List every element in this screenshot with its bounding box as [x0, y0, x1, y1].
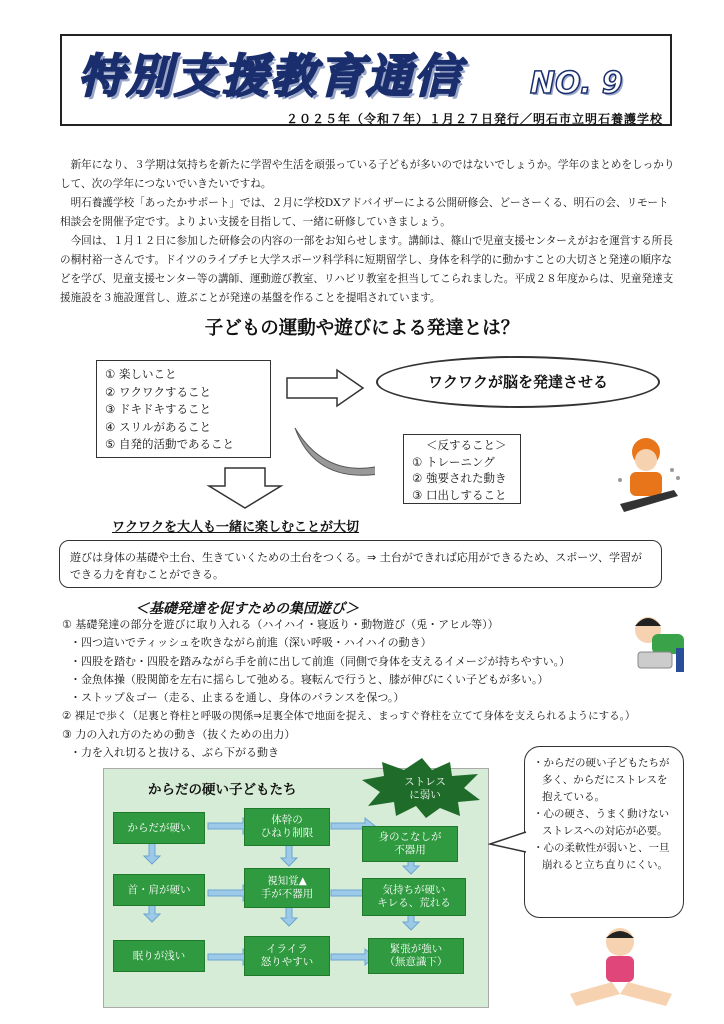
diagram-box: からだが硬い	[113, 812, 205, 844]
list-item: ④ スリルがあること	[105, 419, 211, 434]
bubble-point: ・心の硬さ、うまく動けないストレスへの対応が必要。	[533, 808, 670, 837]
down-arrow-icon	[205, 466, 285, 510]
diagram-box: 眠りが浅い	[113, 940, 205, 972]
bubble-point: ・からだの硬い子どもたちが多く、からだにストレスを抱えている。	[533, 757, 670, 803]
list-item: ③ 口出しすること	[412, 487, 507, 502]
fun-elements-list	[96, 360, 271, 458]
content-line: ・力を入れ切ると抜ける、ぶら下がる動き	[70, 746, 279, 760]
sledding-child-illustration	[612, 430, 687, 520]
intro-paragraph: 明石養護学校「あったかサポート」では、２月に学校DXアドバイザーによる公開研修会、どーさーくる、明石の会、リモート相談会を開催予定です。よりよい支援を目指して、一緒に研修していきましょう。	[60, 197, 669, 228]
crawling-child-illustration	[618, 604, 698, 688]
content-line: ・四つ這いでティッシュを吹きながら前進（深い呼吸・ハイハイの動き）	[70, 636, 432, 650]
stretching-child-illustration	[566, 924, 676, 1012]
bubble-tail-icon	[488, 830, 528, 854]
content-line: ・ストップ＆ゴー（走る、止まるを通し、身体のバランスを保つ。）	[70, 691, 405, 705]
intro-paragraph: 今回は、１月１２日に参加した研修会の内容の一部をお知らせします。講師は、篠山で児童支援センターえがおを運営する所長の桐村裕一さんです。ドイツのライプチヒ大学スポーツ科学科に短期留学し、身体を科学的に動かすことの大切さと発達の順序などを学び、児童支援センター等の講師、運動遊び教室、リハビリ教室を担当してこられました。平成２８年度からは、児童発達支援施設を３施設運営し、遊ぶことが発達の基盤を作ることを提唱されています。	[60, 235, 674, 304]
newsletter-title: 特別支援教育通信	[78, 49, 462, 103]
publication-date: ２０２５年（令和７年）１月２７日発行／明石市立明石養護学校	[286, 112, 664, 126]
group-play-content	[62, 616, 702, 762]
section2-heading: ＜基礎発達を促すための集団遊び＞	[135, 601, 359, 617]
content-line: ① 基礎発達の部分を遊びに取り入れる（ハイハイ・寝返り・動物遊び（兎・アヒル等））	[62, 618, 499, 631]
bubble-point: ・心の柔軟性が弱いと、一旦崩れると立ち直りにくい。	[533, 842, 670, 871]
diagram-box: 視知覚▲ 手が不器用	[244, 868, 330, 908]
opposite-title: ＜反すること＞	[426, 438, 507, 452]
oval-message: ワクワクが脳を発達させる	[376, 356, 660, 408]
list-item: ⑤ 自発的活動であること	[105, 437, 234, 451]
enjoy-together-heading: ワクワクを大人も一緒に楽しむことが大切	[112, 520, 360, 535]
list-item: ③ ドキドキすること	[105, 402, 211, 416]
list-item: ② 強要された動き	[412, 471, 507, 485]
content-line: ・四股を踏む・四股を踏みながら手を前に出して前進（同側で身体を支えるイメージが持ちやすい。）	[70, 654, 571, 668]
content-line: ③ 力の入れ方のための動き（抜くための出力）	[62, 727, 296, 741]
intro-paragraph: 新年になり、３学期は気持ちを新たに学習や生活を頑張っている子どもが多いのではないでしょうか。学年のまとめをしっかりして、次の学年につないでいきたいですね。	[60, 159, 675, 190]
curved-arrow-icon	[295, 428, 375, 482]
play-foundation-box: 遊びは身体の基礎や土台、生きていくための土台をつくる。⇒ 土台ができれば応用ができるため、スポーツ、学習ができる力を育むことができる。	[59, 540, 662, 588]
diagram-box: 身のこなしが 不器用	[362, 826, 458, 862]
diagram-box: 気持ちが硬い キレる、荒れる	[362, 878, 466, 916]
opposite-list	[403, 434, 521, 504]
diagram-box: 体幹の ひねり制限	[244, 808, 330, 846]
list-item: ② ワクワクすること	[105, 384, 211, 399]
speech-bubble	[524, 746, 684, 918]
content-line: ・金魚体操（股関節を左右に揺らして弛める。寝転んで行うと、膝が伸びにくい子どもが多い。）	[70, 672, 549, 686]
arrows-graphic	[285, 368, 375, 488]
list-item: ① トレーニング	[412, 454, 495, 469]
section1-heading: 子どもの運動や遊びによる発達とは？	[204, 318, 520, 339]
diagram-title: からだの硬い子どもたち	[148, 782, 297, 798]
intro-text	[60, 156, 675, 308]
right-arrow-icon	[287, 370, 363, 406]
diagram-box: 首・肩が硬い	[113, 874, 205, 906]
diagram-box: イライラ 怒りやすい	[244, 936, 330, 976]
content-line: ② 裸足で歩く（足裏と脊柱と呼吸の関係⇒足裏全体で地面を捉え、まっすぐ脊柱を立てて身体を支えられるようにする。）	[62, 710, 636, 723]
issue-number: NO. 9	[530, 66, 623, 101]
stress-label: ストレス に弱い	[404, 776, 446, 801]
diagram-box: 緊張が強い （無意識下）	[368, 938, 464, 974]
list-item: ① 楽しいこと	[105, 367, 177, 381]
